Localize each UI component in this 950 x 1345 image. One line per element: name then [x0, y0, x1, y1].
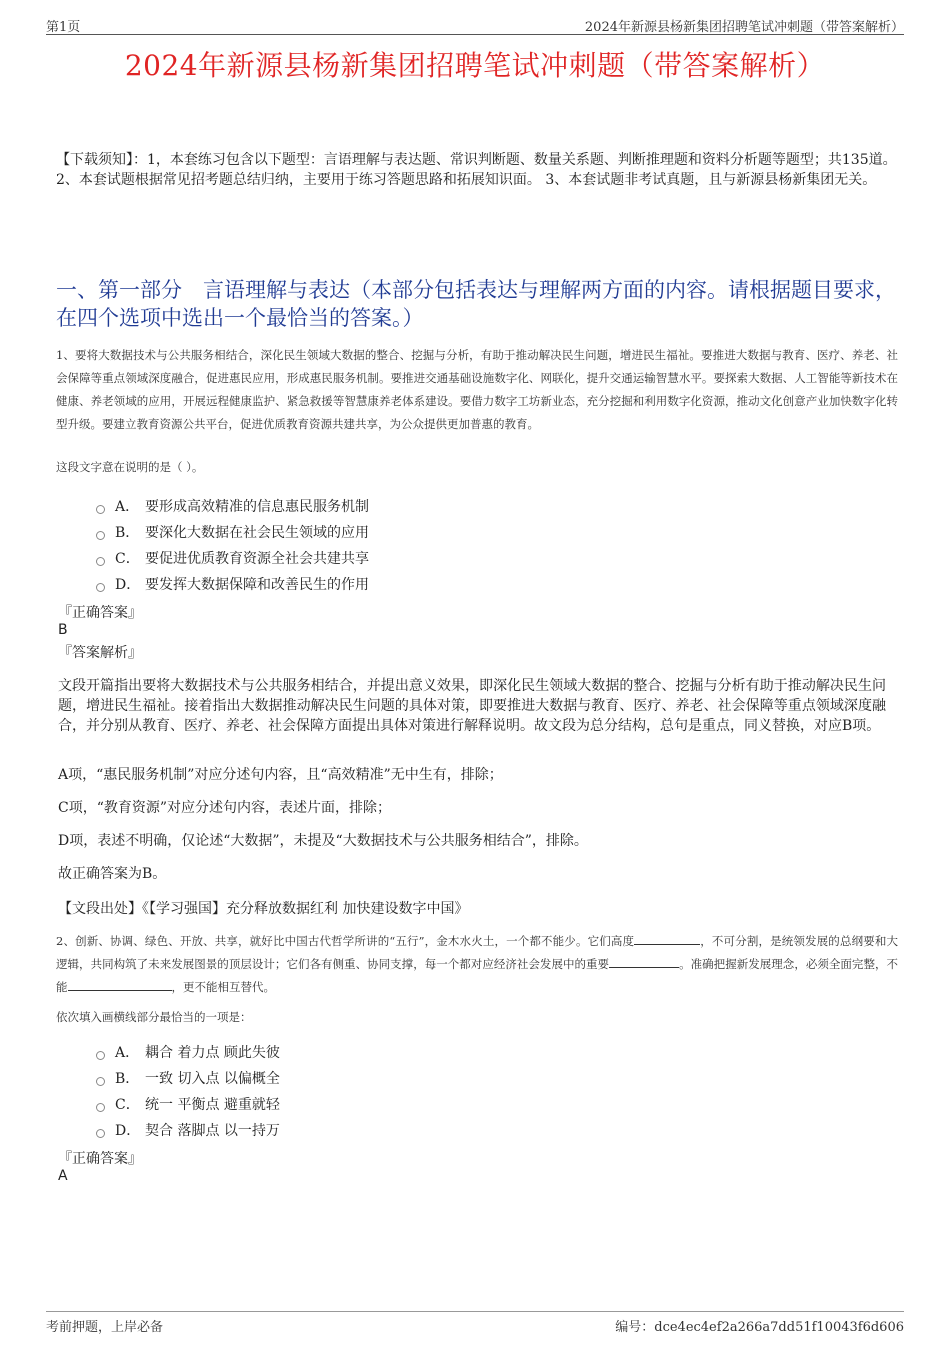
radio-icon[interactable]	[96, 557, 105, 566]
question-1-analysis-label: 『答案解析』	[58, 645, 142, 661]
question-1-option-c[interactable]: C． 要促进优质教育资源全社会共建共享	[96, 545, 369, 571]
question-1-option-a[interactable]: A． 要形成高效精准的信息惠民服务机制	[96, 493, 369, 519]
radio-icon[interactable]	[96, 583, 105, 592]
fill-blank-1[interactable]	[634, 932, 700, 945]
question-1-answer: B	[58, 622, 68, 638]
footer-doc-id: 编号：dce4ec4ef2a266a7dd51f10043f6d606	[615, 1320, 904, 1335]
radio-icon[interactable]	[96, 1077, 105, 1086]
question-1-option-d[interactable]: D． 要发挥大数据保障和改善民生的作用	[96, 571, 369, 597]
question-1-options	[96, 493, 369, 597]
question-2-option-a[interactable]: A． 耦合 着力点 顾此失彼	[96, 1039, 280, 1065]
question-2-option-d[interactable]: D． 契合 落脚点 以一持万	[96, 1117, 280, 1143]
page-number: 第1页	[46, 20, 81, 35]
footer-slogan: 考前押题，上岸必备	[46, 1320, 164, 1335]
radio-icon[interactable]	[96, 531, 105, 540]
radio-icon[interactable]	[96, 1103, 105, 1112]
document-title: 2024年新源县杨新集团招聘笔试冲刺题（带答案解析）	[124, 49, 826, 82]
question-2-text: 2、创新、协调、绿色、开放、共享，就好比中国古代哲学所讲的“五行”，金木水火土，一个都不能少。它们高度 ，不可分割，是统领发展的总纲要和大逻辑，共同构筑了未来发展图景的顶层设计；它们各有侧重、协同支撑，每一个都对应经济社会发展中的重要 。准确把握新发展理念，必须全面完整，不能 ，更不能相互替代。	[56, 934, 899, 994]
fill-blank-2[interactable]	[609, 955, 679, 968]
page-footer	[46, 1311, 904, 1336]
question-1-conclusion: 故正确答案为B。	[58, 866, 167, 882]
question-2-option-c[interactable]: C． 统一 平衡点 避重就轻	[96, 1091, 280, 1117]
question-2-answer-label: 『正确答案』	[58, 1151, 142, 1167]
question-1-analysis: 文段开篇指出要将大数据技术与公共服务相结合，并提出意义效果，即深化民生领域大数据的整合、挖掘与分析有助于推动解决民生问题，增进民生福祉。接着指出大数据推动解决民生问题的具体对策，即要推进大数据与教育、医疗、养老、社会保障等重点领域深度融合，并分别从教育、医疗、养老、社会保障方面提出具体对策进行解释说明。故文段为总分结构，总句是重点，同义替换，对应B项。	[58, 678, 886, 734]
question-1-note-c: C项，“教育资源”对应分述句内容，表述片面，排除；	[58, 800, 392, 816]
question-2-option-b[interactable]: B． 一致 切入点 以偏概全	[96, 1065, 280, 1091]
section-heading: 一、第一部分 言语理解与表达（本部分包括表达与理解两方面的内容。请根据题目要求，在四个选项中选出一个最恰当的答案。）	[56, 278, 896, 330]
question-1-note-a: A项，“惠民服务机制”对应分述句内容，且“高效精准”无中生有，排除；	[58, 767, 503, 783]
header-doc-title: 2024年新源县杨新集团招聘笔试冲刺题（带答案解析）	[584, 20, 904, 35]
fill-blank-3[interactable]	[68, 978, 172, 991]
radio-icon[interactable]	[96, 505, 105, 514]
question-1-text: 1、要将大数据技术与公共服务相结合，深化民生领域大数据的整合、挖掘与分析，有助于推动解决民生问题，增进民生福祉。要推进大数据与教育、医疗、养老、社会保障等重点领域深度融合，促进惠民应用，形成惠民服务机制。要推进交通基础设施数字化、网联化，提升交通运输智慧水平。要探索大数据、人工智能等新技术在健康、养老领域的应用，开展远程健康监护、紧急救援等智慧康养老体系建设。要借力数字工坊新业态，充分挖掘和利用数字化资源，推动文化创意产业加快数字化转型升级。要建立教育资源公共平台，促进优质教育资源共建共享，为公众提供更加普惠的教育。	[56, 348, 898, 431]
question-1-note-d: D项，表述不明确，仅论述“大数据”，未提及“大数据技术与公共服务相结合”，排除。	[58, 833, 588, 849]
question-1-option-b[interactable]: B． 要深化大数据在社会民生领域的应用	[96, 519, 369, 545]
radio-icon[interactable]	[96, 1051, 105, 1060]
page-header	[46, 14, 904, 35]
question-1-stem: 这段文字意在说明的是（ ）。	[56, 460, 204, 474]
download-notice: 【下载须知】：1，本套练习包含以下题型：言语理解与表达题、常识判断题、数量关系题、判断推理题和资料分析题等题型；共135道。 2、本套试题根据常见招考题总结归纳，主要用于练习答题思路和拓展知识面。 3、本套试题非考试真题，且与新源县杨新集团无关。	[56, 152, 897, 188]
radio-icon[interactable]	[96, 1129, 105, 1138]
question-1-source: 【文段出处】《【学习强国】充分释放数据红利 加快建设数字中国》	[58, 901, 469, 917]
question-2-options	[96, 1039, 280, 1143]
question-2-answer: A	[58, 1168, 68, 1184]
question-2-stem: 依次填入画横线部分最恰当的一项是：	[56, 1010, 252, 1024]
question-1-answer-label: 『正确答案』	[58, 605, 142, 621]
